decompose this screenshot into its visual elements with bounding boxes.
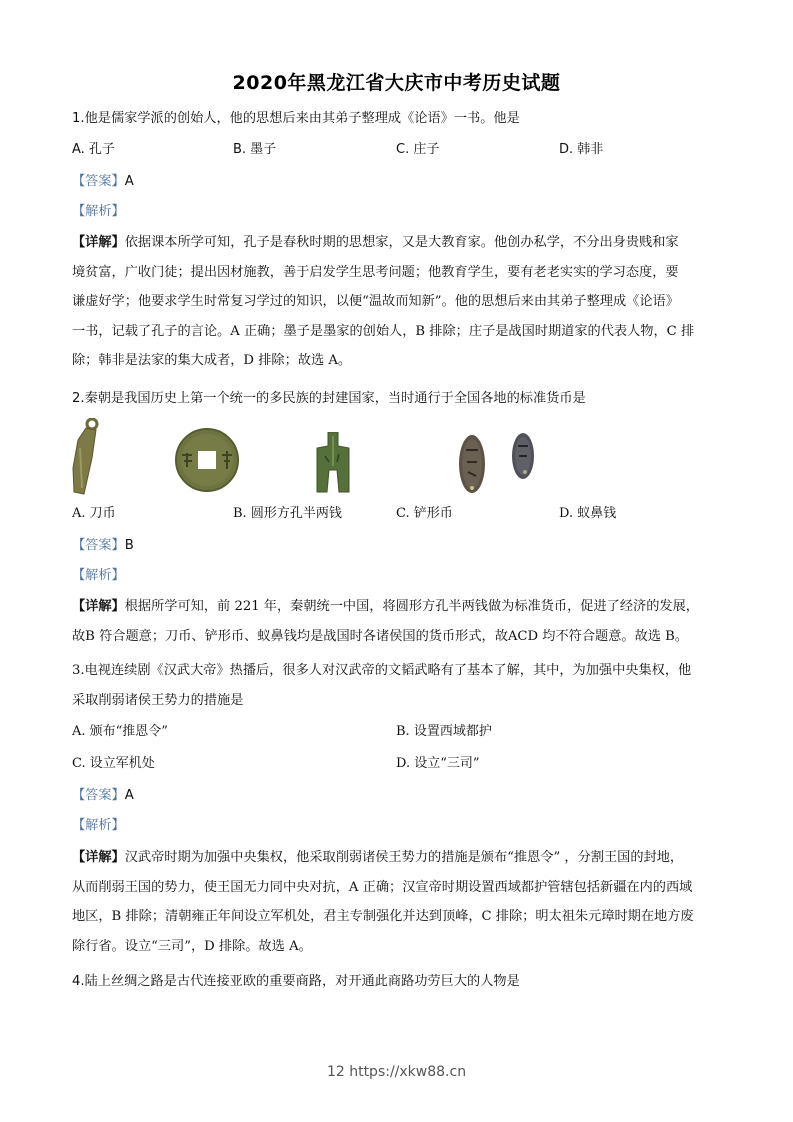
q2-option-a: A. 刀币 xyxy=(72,506,116,521)
q1-option-d: D. 韩非 xyxy=(559,142,604,157)
analysis-label: 【解析】 xyxy=(72,818,125,833)
q2-detail xyxy=(72,592,724,651)
detail-line: 一书，记载了孔子的言论。A 正确；墨子是墨家的创始人，B 排除；庄子是战国时期道家的代表人物，C 排 xyxy=(72,323,695,339)
page-footer: 12 https://xkw88.cn xyxy=(326,1064,467,1080)
detail-line: 除行省。设立“三司”，D 排除。故选 A。 xyxy=(72,938,312,954)
detail-line: 故B 符合题意；刀币、铲形币、蚁鼻钱均是战国时各诸侯国的货币形式，故ACD 均不符合题意。故选 B。 xyxy=(72,628,689,644)
spade-coin-image xyxy=(315,432,351,494)
analysis-label: 【解析】 xyxy=(72,204,125,219)
q2-analysis xyxy=(72,567,125,585)
detail-label: 【详解】 xyxy=(72,235,125,250)
question-4-stem: 4.陆上丝绸之路是古代连接亚欧的重要商路，对开通此商路功劳巨大的人物是 xyxy=(72,974,520,989)
detail-line: 谦虚好学；他要求学生时常复习学过的知识，以便“温故而知新”。他的思想后来由其弟子整理成《论语》 xyxy=(72,294,679,309)
detail-label: 【详解】 xyxy=(72,599,125,614)
page-title: 2020年黑龙江省大庆市中考历史试题 xyxy=(232,72,561,94)
detail-line: 依据课本所学可知，孔子是春秋时期的思想家，又是大教育家。他创办私学，不分出身贵贱和家 xyxy=(124,235,679,250)
detail-line: 境贫富，广收门徒；提出因材施教，善于启发学生思考问题；他教育学生，要有老老实实的学习态度，要 xyxy=(72,264,679,280)
question-3-stem xyxy=(72,656,724,715)
detail-label: 【详解】 xyxy=(72,850,125,865)
q3-analysis xyxy=(72,817,125,835)
answer-label: 【答案】 xyxy=(72,174,125,189)
detail-line: 汉武帝时期为加强中央集权，他采取削弱诸侯王势力的措施是颁布“推恩令” ，分割王国的封地， xyxy=(124,850,684,865)
q2-answer xyxy=(72,537,134,555)
answer-label: 【答案】 xyxy=(72,788,125,803)
answer-value: A xyxy=(124,788,134,803)
stem-line: 采取削弱诸侯王势力的措施是 xyxy=(72,692,244,708)
q3-option-a: A. 颁布“推恩令” xyxy=(72,724,168,739)
answer-value: B xyxy=(124,538,134,553)
q3-option-c: C. 设立军机处 xyxy=(72,756,155,771)
knife-coin-image xyxy=(70,418,100,496)
analysis-label: 【解析】 xyxy=(72,568,125,583)
detail-line: 从而削弱王国的势力，使王国无力同中央对抗，A 正确；汉宣帝时期设置西域都护管辖包括新疆在内的西域 xyxy=(72,879,693,895)
q1-option-b: B. 墨子 xyxy=(233,142,277,157)
question-1-stem: 1.他是儒家学派的创始人，他的思想后来由其弟子整理成《论语》一书。他是 xyxy=(72,111,520,126)
q3-option-b: B. 设置西域都护 xyxy=(396,724,492,739)
q1-answer xyxy=(72,173,134,191)
q3-option-d: D. 设立“三司” xyxy=(396,756,480,771)
question-2-stem: 2.秦朝是我国历史上第一个统一的多民族的封建国家，当时通行于全国各地的标准货币是 xyxy=(72,391,586,406)
q3-detail xyxy=(72,843,724,961)
q2-option-c: C. 铲形币 xyxy=(396,506,453,521)
q1-option-c: C. 庄子 xyxy=(396,142,440,157)
q1-detail xyxy=(72,228,724,376)
ant-nose-coins-image xyxy=(455,432,545,494)
detail-line: 地区，B 排除；清朝雍正年间设立军机处，君主专制强化并达到顶峰，C 排除；明太祖朱元璋时期在地方废 xyxy=(72,909,694,924)
answer-value: A xyxy=(124,174,134,189)
stem-line: 3.电视连续剧《汉武大帝》热播后，很多人对汉武帝的文韬武略有了基本了解，其中，为加强中央集权，他 xyxy=(72,663,692,678)
round-coin-image xyxy=(174,427,240,493)
q1-analysis xyxy=(72,203,125,221)
q2-option-b: B. 圆形方孔半两钱 xyxy=(233,506,342,521)
q1-option-a: A. 孔子 xyxy=(72,142,115,157)
detail-line: 除；韩非是法家的集大成者，D 排除；故选 A。 xyxy=(72,353,352,368)
q3-answer xyxy=(72,787,134,805)
q2-option-d: D. 蚁鼻钱 xyxy=(559,506,617,521)
answer-label: 【答案】 xyxy=(72,538,125,553)
detail-line: 根据所学可知，前 221 年，秦朝统一中国，将圆形方孔半两钱做为标准货币，促进了经济的发展， xyxy=(124,599,699,614)
